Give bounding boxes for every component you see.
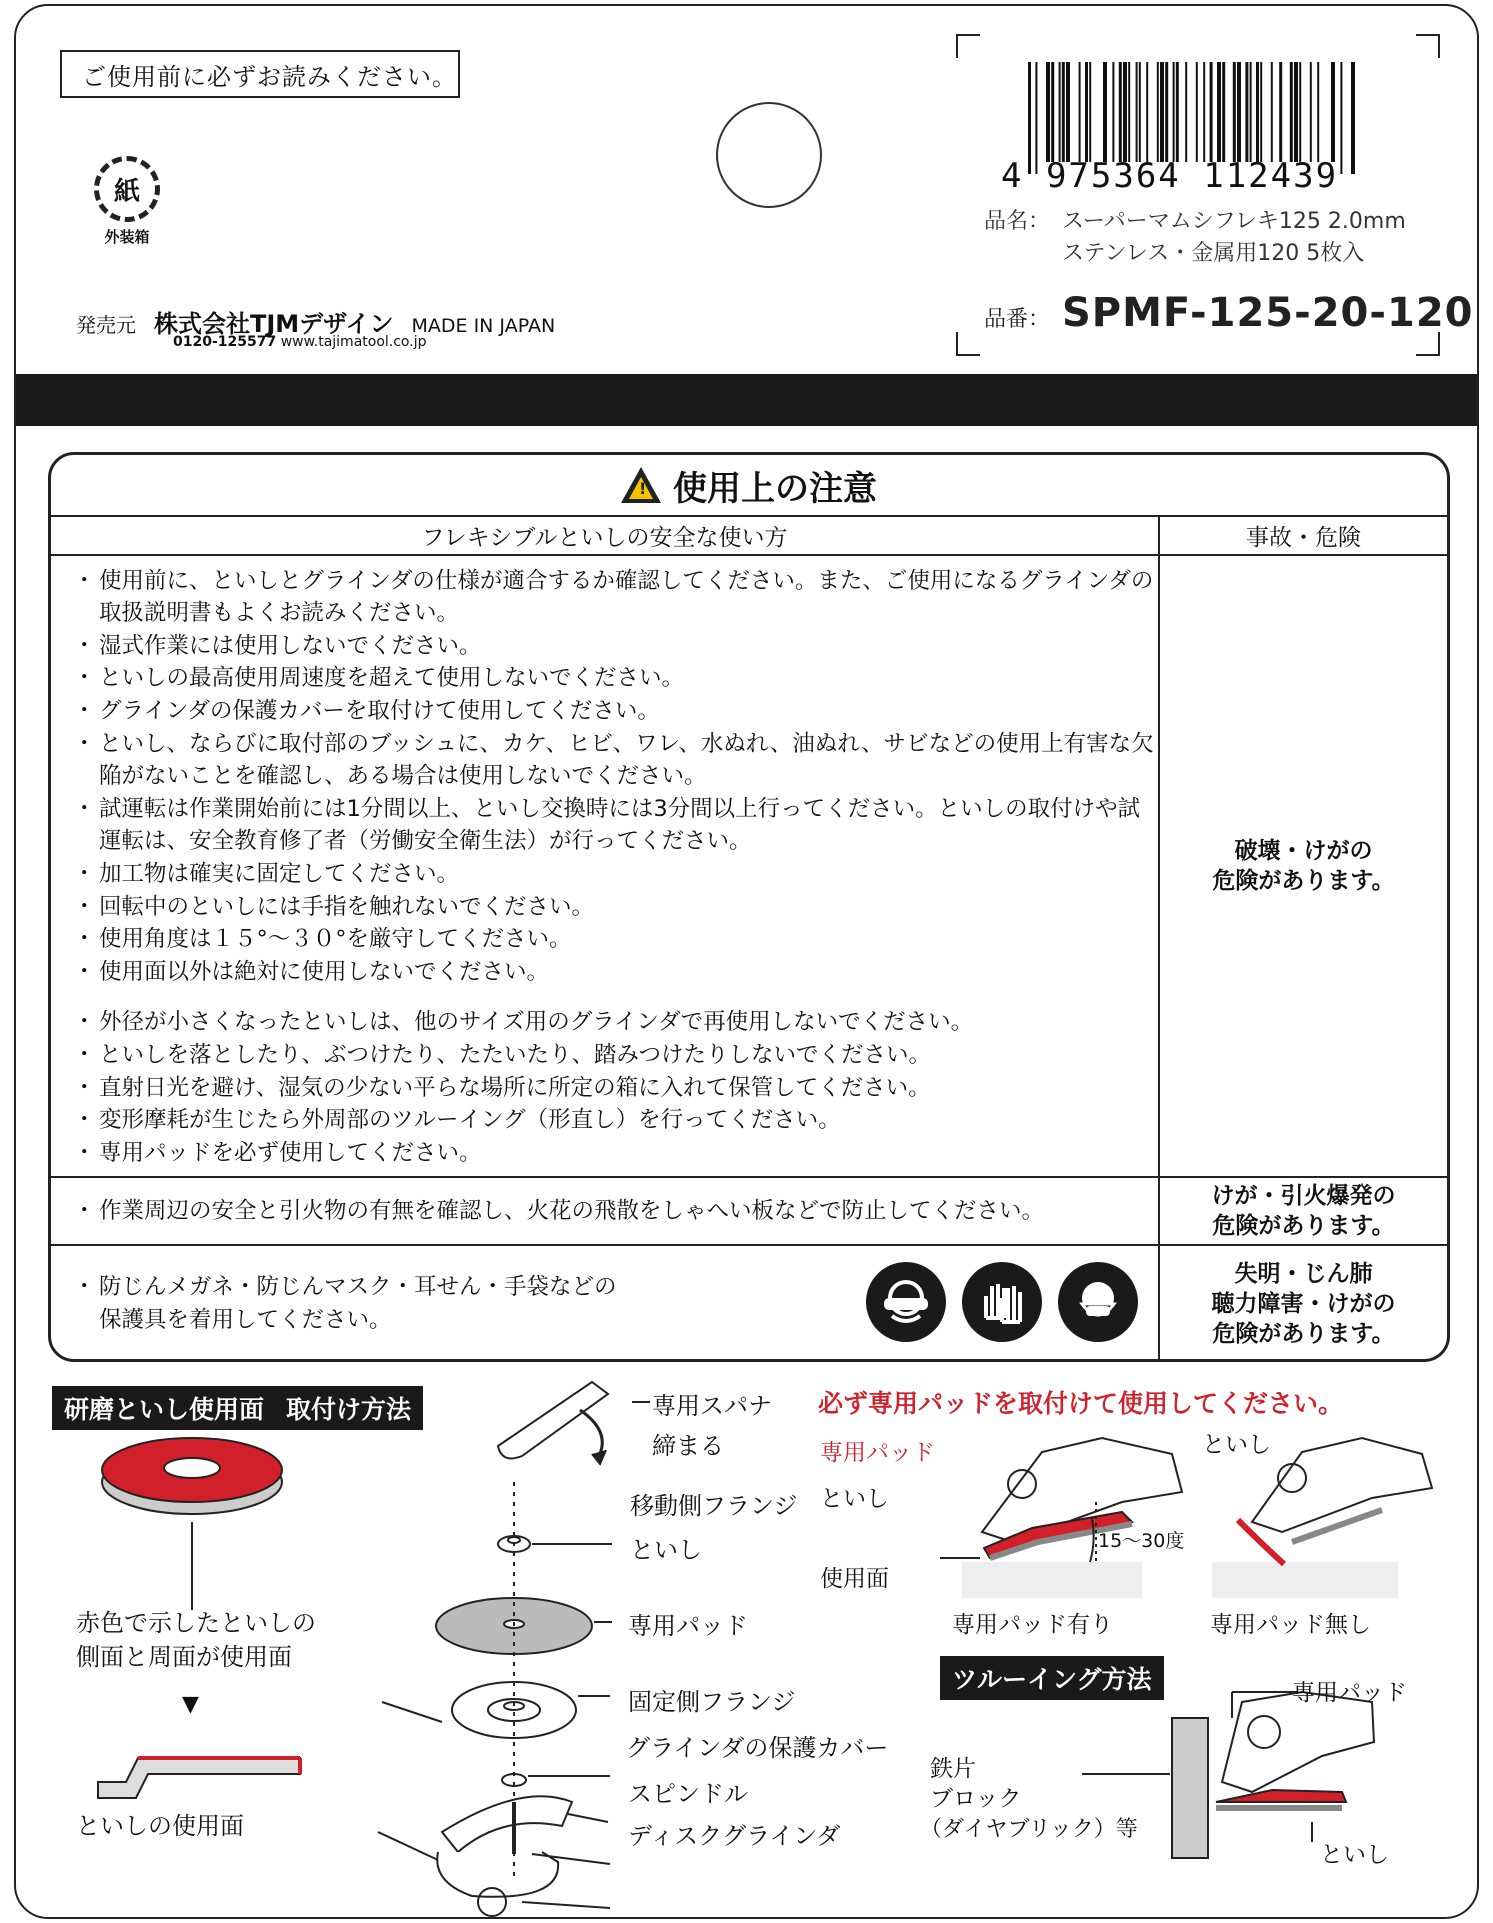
truing-pad-label: 専用パッド — [1292, 1680, 1407, 1706]
read-first-notice: ご使用前に必ずお読みください。 — [60, 50, 460, 98]
caution-item: ・ 使用前に、といしとグラインダの仕様が適合するか確認してください。また、ご使用になるグラインダの取扱説明書もよくお読みください。 — [81, 565, 1158, 630]
fixed-flange-label: 固定側フランジ — [628, 1688, 796, 1716]
danger-2-line1: けが・引火爆発の — [1211, 1183, 1396, 1209]
wheel-label: といし — [630, 1536, 702, 1564]
paper-recycle-icon: 紙 — [94, 156, 160, 222]
phone: 0120-125577 — [173, 334, 277, 350]
caution-item: ・ といし、ならびに取付部のブッシュに、カケ、ヒビ、ワレ、水ぬれ、油ぬれ、サビなどの使用上有害な欠陥がないことを確認し、ある場合は使用しないでください。 — [81, 728, 1158, 793]
website: www.tajimatool.co.jp — [280, 334, 427, 350]
truing-wheel-label: といし — [1320, 1842, 1389, 1868]
caution-item: ・ 加工物は確実に固定してください。 — [81, 858, 1158, 891]
truing-title: ツルーイング方法 — [940, 1656, 1164, 1700]
warning-icon: ! — [621, 467, 661, 503]
pad-comparison-illustration — [940, 1438, 1432, 1598]
danger-3-line2: 聴力障害・けがの — [1211, 1290, 1396, 1317]
pad-notice-wheel-label-right: といし — [1202, 1432, 1271, 1458]
usage-surface-title: 研磨といし使用面 — [52, 1386, 276, 1430]
cover-label: グラインダの保護カバー — [626, 1734, 889, 1762]
product-code-value: SPMF-125-20-120 — [1062, 290, 1474, 336]
caution-item: ・ 直射日光を避け、湿気の少ない平らな場所に所定の箱に入れて保管してください。 — [81, 1072, 1158, 1105]
caution-item: ・ といしの最高使用周速度を超えて使用しないでください。 — [81, 662, 1158, 695]
caution-item: ・ といしを落としたり、ぶつけたり、たたいたり、踏みつけたりしないでください。 — [81, 1039, 1158, 1072]
usage-caption: 赤色で示したといしの 側面と周面が使用面 — [76, 1609, 316, 1671]
caution-item: ・ グラインダの保護カバーを取付けて使用してください。 — [81, 695, 1158, 728]
danger-3-line3: 危険があります。 — [1212, 1320, 1395, 1347]
caution-item: ・ 防じんメガネ・防じんマスク・耳せん・手袋などの 保護具を着用してください。 — [81, 1271, 1158, 1336]
mounting-title: 取付け方法 — [274, 1386, 423, 1430]
pad-label: 専用パッド — [628, 1612, 748, 1640]
mounting-illustration — [378, 1382, 650, 1916]
caution-item: ・ 変形摩耗が生じたら外周部のツルーイング（形直し）を行ってください。 — [81, 1104, 1158, 1137]
angle-label: 15～30度 — [1098, 1530, 1185, 1552]
package-card — [14, 4, 1479, 1919]
product-code-label: 品番： — [984, 307, 1051, 332]
caution-item: ・ 専用パッドを必ず使用してください。 — [81, 1137, 1158, 1170]
pad-notice-surface-label: 使用面 — [820, 1566, 889, 1592]
danger-2-line2: 危険があります。 — [1212, 1213, 1395, 1239]
seller-label: 発売元 — [76, 313, 136, 337]
caution-item: ・ 使用面以外は絶対に使用しないでください。 — [81, 956, 1158, 989]
caution-item: ・ 使用角度は１５°～３０°を厳守してください。 — [81, 923, 1158, 956]
product-name-label: 品名： — [984, 209, 1051, 234]
made-in: MADE IN JAPAN — [411, 315, 556, 337]
without-pad-label: 専用パッド無し — [1210, 1612, 1371, 1638]
danger-1-line2: 危険があります。 — [1212, 868, 1395, 894]
pad-notice-wheel-label: といし — [820, 1486, 889, 1512]
spindle-label: スピンドル — [628, 1780, 748, 1808]
wrench-tighten-label: 締まる — [652, 1432, 724, 1460]
caution-item: ・ 回転中のといしには手指を触れないでください。 — [81, 891, 1158, 924]
product-name-line1: スーパーマムシフレキ125 2.0mm — [1062, 209, 1406, 234]
truing-block-label: ブロック — [930, 1786, 1022, 1812]
caution-item: ・ 作業周辺の安全と引火物の有無を確認し、火花の飛散をしゃへい板などで防止してください。 — [81, 1195, 1158, 1228]
product-name-line2: ステンレス・金属用120 5枚入 — [1062, 241, 1365, 266]
truing-diabrick-label: （ダイヤブリック）等 — [920, 1817, 1138, 1842]
with-pad-label: 専用パッド有り — [952, 1612, 1113, 1638]
pad-notice-pad-label: 専用パッド — [820, 1440, 935, 1466]
usage-bottom-label: といしの使用面 — [76, 1812, 244, 1840]
moving-flange-label: 移動側フランジ — [630, 1492, 798, 1520]
recycle-label: 外装箱 — [104, 228, 150, 246]
danger-3-line1: 失明・じん肺 — [1234, 1260, 1373, 1287]
col-danger: 事故・危険 — [1246, 525, 1361, 551]
caution-item: ・ 試運転は作業開始前には1分間以上、といし交換時には3分間以上行ってください。といしの取付けや試運転は、安全教育修了者（労働安全衛生法）が行ってください。 — [81, 793, 1158, 858]
caution-title: 使用上の注意 — [673, 468, 877, 509]
truing-iron-label: 鉄片 — [930, 1756, 976, 1782]
danger-1-line1: 破壊・けがの — [1234, 838, 1373, 864]
caution-item: ・ 外径が小さくなったといしは、他のサイズ用のグラインダで再使用しないでください。 — [81, 1006, 1158, 1039]
seller-name: 株式会社TJMデザイン — [154, 310, 394, 338]
caution-item: ・ 湿式作業には使用しないでください。 — [81, 630, 1158, 663]
pad-notice-headline: 必ず専用パッドを取付けて使用してください。 — [818, 1389, 1344, 1418]
grinder-label: ディスクグラインダ — [628, 1822, 841, 1850]
barcode-number: 4 975364 112439 — [1001, 156, 1339, 196]
col-usage: フレキシブルといしの安全な使い方 — [51, 517, 1159, 555]
down-arrow-icon: ▼ — [182, 1692, 199, 1717]
wrench-label: 専用スパナ — [652, 1392, 772, 1420]
